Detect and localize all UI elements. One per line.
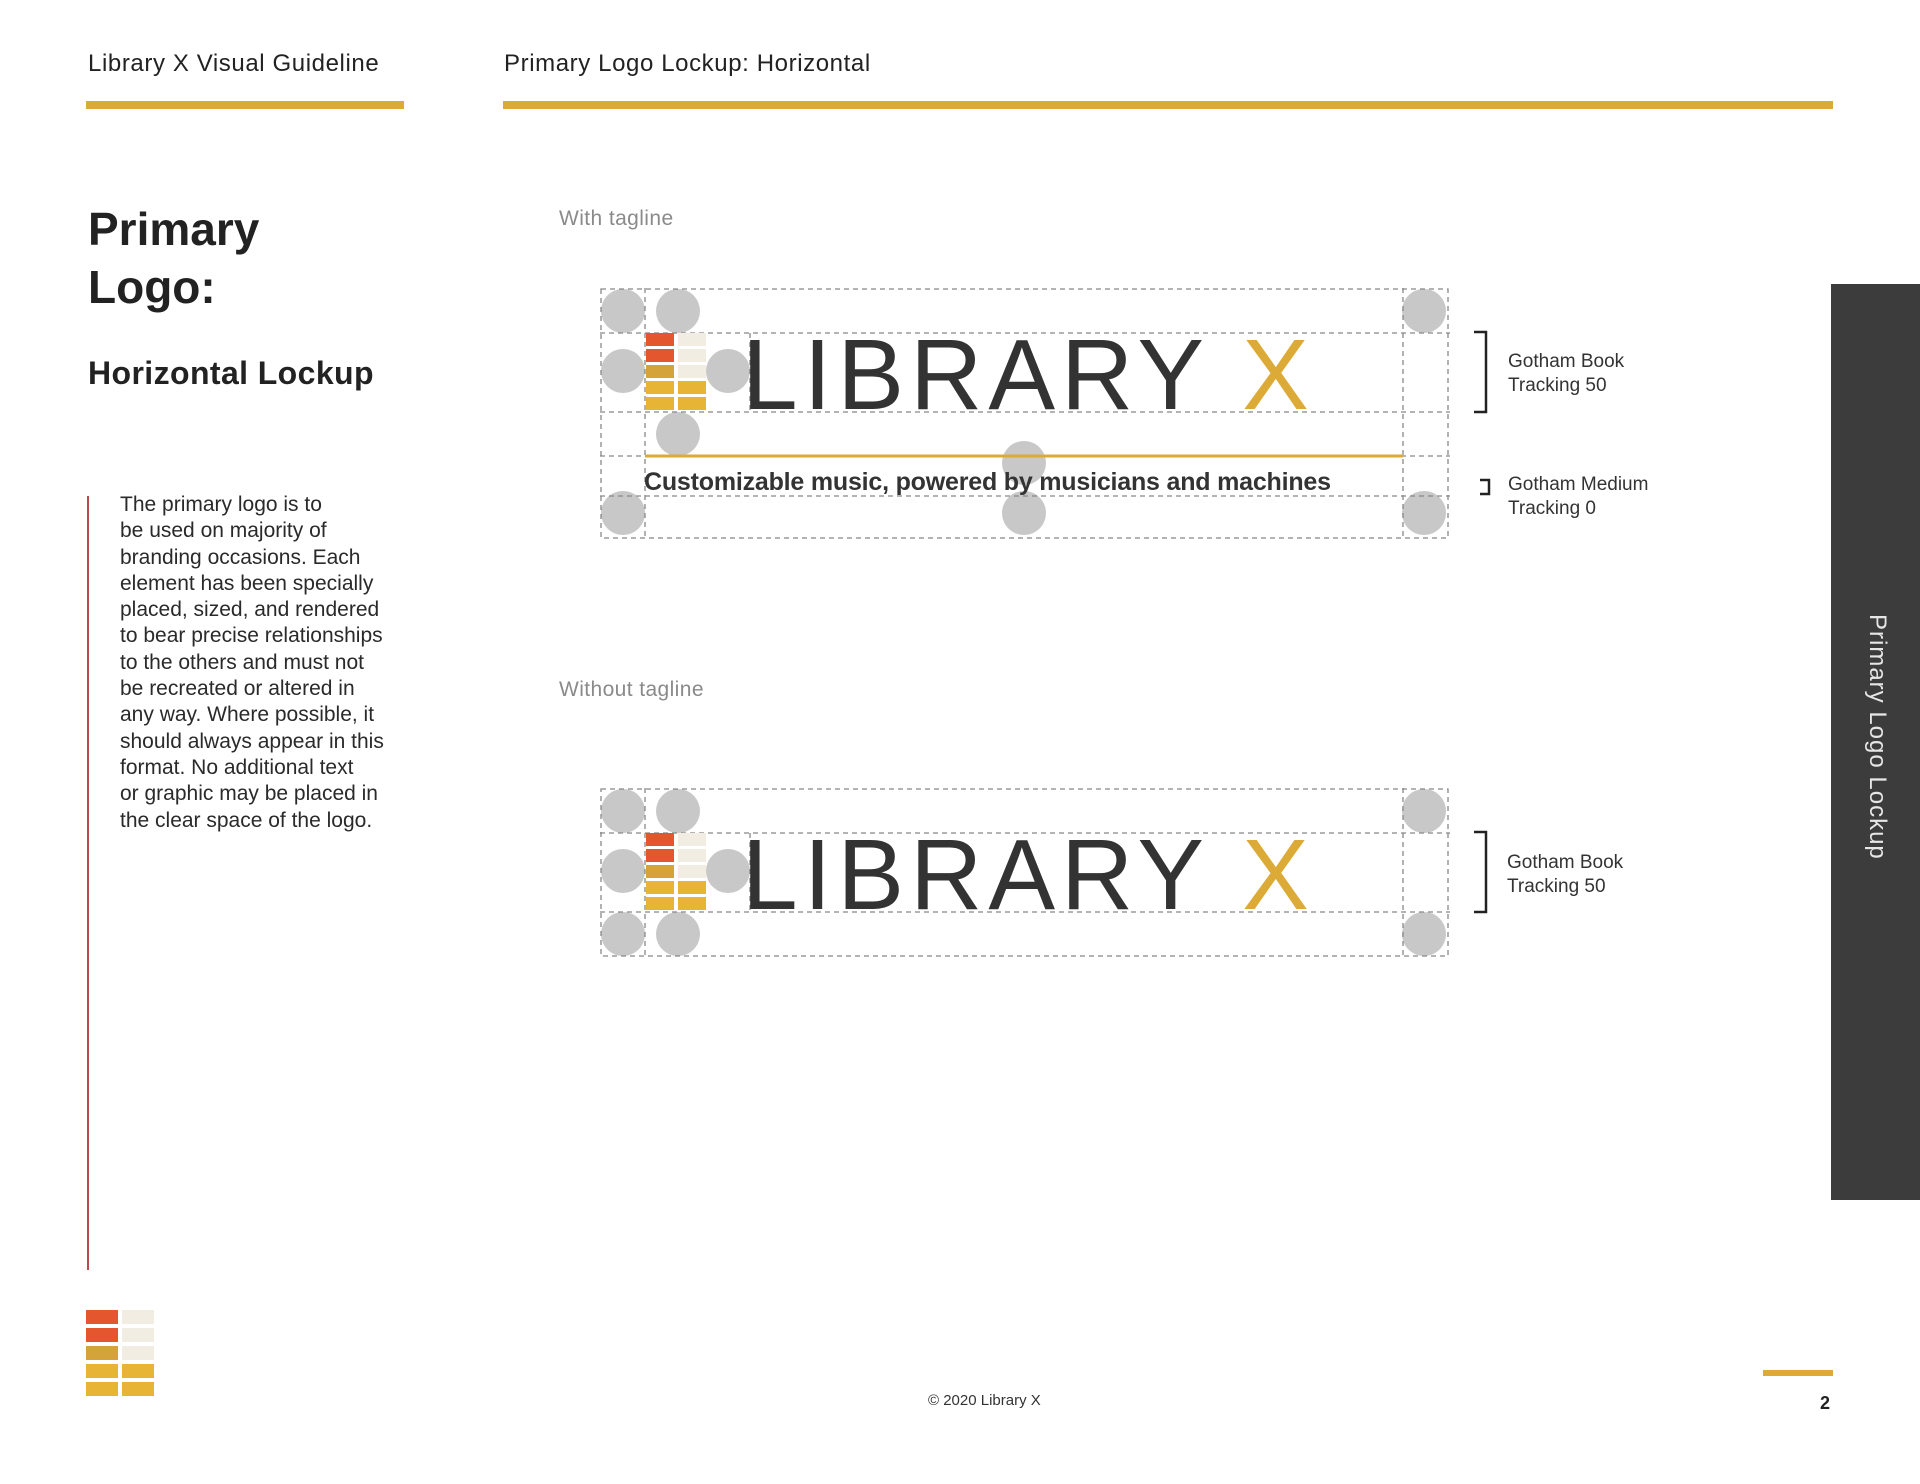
footer-copyright: © 2020 Library X (928, 1392, 1041, 1409)
bracket-icon (1470, 830, 1490, 914)
logo-with-tagline (600, 288, 1450, 540)
spec-tracking: Tracking 50 (1508, 375, 1607, 396)
paragraph-line: any way. Where possible, it (120, 703, 375, 727)
spec-wordmark-with-tagline (1508, 350, 1624, 398)
header-left-bar (86, 101, 404, 109)
section-label-with-tagline: With tagline (559, 207, 674, 230)
description-paragraph (120, 492, 450, 834)
paragraph-line: be used on majority of (120, 519, 327, 543)
bracket-icon (1470, 330, 1490, 414)
page-title-line2: Logo: (88, 261, 216, 313)
header-left-title: Library X Visual Guideline (88, 50, 380, 77)
paragraph-line: or graphic may be placed in (120, 782, 378, 806)
page-subtitle: Horizontal Lockup (88, 355, 374, 391)
paragraph-accent-line (87, 496, 89, 1270)
side-tab-label: Primary Logo Lockup (1864, 614, 1891, 860)
tagline: Customizable music, powered by musicians and machines (644, 468, 1331, 496)
wordmark-x: X (1242, 319, 1315, 431)
bracket-small-icon (1478, 478, 1494, 496)
paragraph-line: format. No additional text (120, 755, 354, 779)
paragraph-line: to bear precise relationships (120, 624, 383, 648)
section-label-without-tagline: Without tagline (559, 678, 704, 701)
paragraph-line: placed, sized, and rendered (120, 598, 380, 622)
paragraph-line: element has been specially (120, 571, 374, 595)
spec-tracking: Tracking 0 (1508, 498, 1596, 519)
wordmark (742, 819, 1315, 931)
logo-without-tagline (600, 788, 1450, 958)
paragraph-line: should always appear in this (120, 729, 384, 753)
header-right-bar (503, 101, 1833, 109)
spec-wordmark-without-tagline (1507, 851, 1623, 899)
page-number-bar (1763, 1370, 1833, 1376)
spec-tagline (1508, 473, 1648, 521)
paragraph-line: The primary logo is to (120, 493, 322, 516)
wordmark-word: LIBRARY (742, 819, 1209, 931)
spec-font: Gotham Book (1507, 852, 1624, 873)
logo-mark-icon (86, 1310, 156, 1398)
header-right-title: Primary Logo Lockup: Horizontal (504, 50, 871, 77)
page-title-line1: Primary (88, 203, 260, 255)
wordmark (742, 319, 1315, 431)
paragraph-line: to the others and must not (120, 650, 364, 674)
spec-tracking: Tracking 50 (1507, 876, 1606, 897)
wordmark-word: LIBRARY (742, 319, 1209, 431)
page-title (88, 200, 259, 316)
page-number: 2 (1820, 1393, 1831, 1413)
spec-font: Gotham Medium (1508, 474, 1649, 495)
paragraph-line: be recreated or altered in (120, 677, 355, 701)
spec-font: Gotham Book (1508, 351, 1625, 372)
wordmark-x: X (1242, 819, 1315, 931)
paragraph-line: branding occasions. Each (120, 545, 361, 569)
paragraph-line: the clear space of the logo. (120, 808, 373, 832)
